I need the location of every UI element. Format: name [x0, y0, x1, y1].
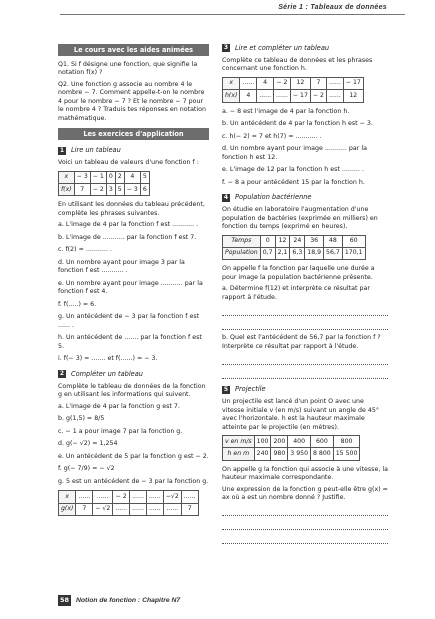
- question-q2: Q2. Une fonction g associe au nombre 4 le nombre − 7. Comment appelle-t-on le nombre 4 pour le nombre − 7 ? Et le nombre − 7 pour le nombre 4 ? Traduis tes réponses en notation mathématique.: [58, 80, 206, 122]
- table-cell: ......: [130, 503, 147, 515]
- table-cell: 5: [140, 171, 149, 183]
- exercise-item: b. L'image de ........... par la fonction f est 7.: [58, 233, 197, 241]
- table-cell: ......: [163, 503, 181, 515]
- table-cell: ......: [274, 90, 291, 102]
- exercise-2-heading: [58, 370, 209, 379]
- exercise-title: Population bactérienne: [235, 193, 312, 202]
- table-cell: ......: [326, 77, 343, 89]
- table-cell: 7: [310, 77, 326, 89]
- exercise-item: a. − 8 est l'image de 4 par la fonction h.: [222, 107, 350, 115]
- table-cell: −√2: [163, 491, 181, 503]
- table-cell: − 17: [343, 77, 363, 89]
- answer-line: [222, 320, 388, 330]
- chapter-label: Notion de fonction : Chapitre N7: [76, 597, 181, 604]
- exercise-1-heading: [58, 146, 209, 155]
- table-cell: 60: [342, 235, 365, 247]
- exercise-intro: On étudie en laboratoire l'augmentation d'une population de bactéries (exprimée en milliers) en fonction du temps (exprimé en heures).: [222, 206, 378, 230]
- table-cell: 12: [343, 90, 363, 102]
- table-cell: − 2: [113, 491, 130, 503]
- exercise-item: c. − 1 a pour image 7 par la fonction g.: [58, 427, 183, 435]
- table-cell: g(x): [59, 503, 76, 515]
- table-cell: v en m/s: [223, 436, 255, 448]
- table-cell: 0,7: [260, 247, 275, 259]
- exercise-title: Lire et compléter un tableau: [235, 44, 330, 52]
- answer-line: [222, 506, 388, 516]
- table-cell: 12: [290, 77, 310, 89]
- table-cell: 100: [254, 436, 271, 448]
- exercise-intro: Un projectile est lancé d'un point O avec une vitesse initiale v (en m/s) suivant un angle de 45° avec l'horizontale. h est la hauteur maximale atteinte par le projectile (en mètres).: [222, 398, 380, 431]
- exercise-item: b. g(1,5) = 8/5: [58, 415, 105, 423]
- table-cell: 15 500: [333, 448, 360, 460]
- table-cell: 0: [106, 171, 115, 183]
- page-footer: [58, 595, 248, 608]
- exercise-item: g. 5 est un antécédent de − 3 par la fonction g.: [58, 477, 209, 485]
- answer-line: [222, 306, 388, 316]
- table-cell: 200: [271, 436, 288, 448]
- table-cell: ......: [257, 90, 274, 102]
- section-band-exercises: Les exercices d'application: [58, 128, 209, 140]
- table-cell: 5: [115, 184, 124, 196]
- exercise-number: 4: [223, 193, 229, 201]
- table-cell: 2,1: [275, 247, 290, 259]
- exercise-intro: Complète le tableau de données de la fonction g en utilisant les informations qui suivent.: [58, 382, 206, 399]
- table-cell: x: [223, 77, 240, 89]
- exercise-item: f. − 8 a pour antécédent 15 par la fonction h.: [222, 178, 365, 186]
- table-cell: Population: [223, 247, 261, 259]
- table-cell: ......: [240, 77, 257, 89]
- exercise-item: f. g(− 7/9) = − √2: [58, 465, 115, 473]
- exercise-number: 3: [223, 44, 229, 52]
- table-cell: − 3: [124, 184, 140, 196]
- exercise-title: Projectile: [235, 385, 266, 394]
- exercise-item: a. Détermine f(12) et interprète ce résultat par rapport à l'étude.: [222, 285, 370, 301]
- table-cell: 240: [254, 448, 271, 460]
- answer-line: [222, 520, 388, 530]
- table-cell: ......: [113, 503, 130, 515]
- exercise-item: b. Quel est l'antécédent de 56,7 par la fonction f ? Interprète ce résultat par rapport à l'étude.: [222, 334, 381, 350]
- exercise-item: h. Un antécédent de ....... par la fonction f est 5.: [58, 334, 202, 350]
- table-cell: 4: [257, 77, 274, 89]
- table-cell: − 3: [74, 171, 90, 183]
- series-title: Série 1 : Tableaux de données: [278, 4, 387, 11]
- values-table-h: [222, 77, 364, 103]
- table-cell: − 1: [90, 171, 106, 183]
- table-cell: 12: [275, 235, 290, 247]
- table-cell: 56,7: [324, 247, 343, 259]
- table-cell: h en m: [223, 448, 255, 460]
- exercise-item: b. Un antécédent de 4 par la fonction h est − 3.: [222, 120, 373, 128]
- table-cell: 4: [124, 171, 140, 183]
- answer-line: [222, 534, 388, 544]
- table-cell: f(x): [59, 184, 75, 196]
- table-cell: 800: [333, 436, 360, 448]
- table-cell: 170,1: [342, 247, 365, 259]
- exercise-4-heading: [222, 193, 388, 202]
- exercise-3-heading: [222, 44, 388, 53]
- exercise-item: a. L'image de 4 par la fonction g est 7.: [58, 402, 180, 410]
- table-cell: ......: [76, 491, 93, 503]
- exercise-intro: Complète ce tableau de données et les phrases concernant une fonction h.: [222, 56, 373, 73]
- table-cell: Temps: [223, 235, 261, 247]
- exercise-instructions: On appelle f la fonction par laquelle une durée a pour image la population bactérienne présente.: [222, 265, 375, 281]
- exercise-number: 2: [59, 370, 65, 378]
- exercise-item: e. Un nombre ayant pour image ........... par la fonction f est 4.: [58, 279, 203, 296]
- table-cell: x: [59, 491, 76, 503]
- table-cell: ......: [130, 491, 147, 503]
- table-cell: 7: [74, 184, 90, 196]
- table-cell: 980: [271, 448, 288, 460]
- exercise-item: f. f(.....) = 6.: [58, 300, 97, 308]
- exercise-item: a. L'image de 4 par la fonction f est ........... .: [58, 221, 199, 229]
- exercise-item: e. L'image de 12 par la fonction h est ......... .: [222, 166, 364, 174]
- bacteria-table: [222, 235, 366, 261]
- table-cell: ......: [93, 491, 113, 503]
- exercise-item: d. g(− √2) = 1,254: [58, 440, 118, 448]
- table-cell: 600: [311, 436, 334, 448]
- projectile-table: [222, 435, 360, 461]
- page-number: 58: [59, 596, 70, 604]
- table-cell: − 2: [274, 77, 291, 89]
- table-cell: ......: [146, 503, 163, 515]
- answer-line: [222, 369, 388, 379]
- exercise-item: c. f(2) = ........... .: [58, 246, 112, 254]
- table-cell: 48: [324, 235, 343, 247]
- table-cell: 2: [115, 171, 124, 183]
- exercise-intro: Voici un tableau de valeurs d'une fonction f :: [58, 159, 199, 167]
- table-cell: − √2: [93, 503, 113, 515]
- exercise-item: d. Un nombre ayant pour image 3 par la fonction f est ........... .: [58, 258, 185, 275]
- question-q1: Q1. Si f désigne une fonction, que signifie la notation f(x) ?: [58, 60, 198, 77]
- table-cell: h(x): [223, 90, 240, 102]
- answer-line: [222, 355, 388, 365]
- exercise-item: g. Un antécédent de − 3 par la fonction f est ...... .: [58, 313, 200, 329]
- values-table-f: [58, 171, 150, 197]
- exercise-5-heading: [222, 385, 388, 394]
- table-cell: 6,3: [290, 247, 305, 259]
- table-cell: 8 800: [311, 448, 334, 460]
- values-table-g: [58, 490, 199, 516]
- table-cell: 36: [305, 235, 324, 247]
- section-band-course: Le cours avec les aides animées: [58, 44, 209, 56]
- exercise-question: Une expression de la fonction g peut-elle être g(x) = ax où a est un nombre donné ? Justifie.: [222, 485, 388, 502]
- exercise-title: Compléter un tableau: [71, 369, 143, 378]
- left-column: [58, 44, 209, 521]
- exercise-item: i. f(− 3) = ....... et f(......) = − 3.: [58, 355, 158, 363]
- table-cell: 24: [290, 235, 305, 247]
- page-header: [0, 0, 435, 20]
- exercise-number: 5: [223, 385, 229, 393]
- table-cell: − 2: [90, 184, 106, 196]
- exercise-instructions: En utilisant les données du tableau précédent, complète les phrases suivantes.: [58, 201, 205, 217]
- table-cell: ......: [326, 90, 343, 102]
- table-cell: 6: [140, 184, 149, 196]
- exercise-title: Lire un tableau: [71, 146, 121, 155]
- table-cell: − 17: [290, 90, 310, 102]
- exercise-item: c. h(− 2) = 7 et h(7) = ........... .: [222, 132, 322, 140]
- table-cell: 7: [76, 503, 93, 515]
- table-cell: − 2: [310, 90, 326, 102]
- table-cell: x: [59, 171, 75, 183]
- table-cell: 18,9: [305, 247, 324, 259]
- exercise-item: d. Un nombre ayant pour image ........... par la fonction h est 12.: [222, 145, 367, 161]
- table-cell: 3: [106, 184, 115, 196]
- exercise-number: 1: [59, 146, 65, 154]
- table-cell: 7: [181, 503, 198, 515]
- exercise-item: e. Un antécédent de 5 par la fonction g est − 2.: [58, 452, 209, 460]
- table-cell: 0: [260, 235, 275, 247]
- table-cell: ......: [146, 491, 163, 503]
- table-cell: 4: [240, 90, 257, 102]
- table-cell: 400: [288, 436, 311, 448]
- table-cell: 3 950: [288, 448, 311, 460]
- exercise-instructions: On appelle g la fonction qui associe à une vitesse, la hauteur maximale correspondante.: [222, 465, 388, 482]
- table-cell: ......: [181, 491, 198, 503]
- header-rule: [60, 14, 405, 15]
- right-column: [222, 44, 388, 548]
